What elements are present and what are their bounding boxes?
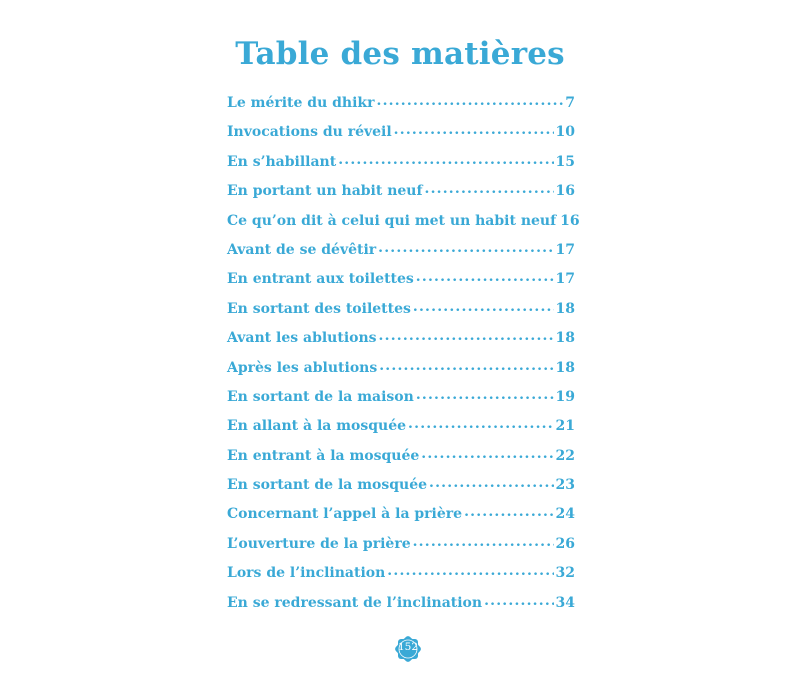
- toc-entry-page: 7: [565, 95, 575, 111]
- toc-entry-page: 32: [555, 565, 575, 582]
- toc-entry: [227, 563, 575, 592]
- toc-entry-page: 18: [555, 330, 575, 347]
- toc-dot-leader: [379, 358, 553, 372]
- toc-entry: [227, 122, 575, 151]
- toc-entry: [227, 387, 575, 416]
- table-of-contents: [227, 93, 580, 622]
- page-title: Table des matières: [235, 36, 565, 72]
- toc-entry-label: En sortant des toilettes: [227, 300, 411, 317]
- toc-entry-label: Avant de se dévêtir: [227, 241, 377, 258]
- toc-entry: [227, 181, 575, 210]
- toc-entry: [227, 446, 575, 475]
- toc-entry-page: 26: [555, 535, 575, 552]
- toc-dot-leader: [484, 593, 553, 607]
- toc-entry-page: 22: [555, 447, 575, 464]
- toc-entry-label: En entrant aux toilettes: [227, 271, 414, 288]
- toc-dot-leader: [421, 446, 553, 460]
- toc-entry: [227, 93, 575, 122]
- toc-entry-label: En allant à la mosquée: [227, 418, 407, 435]
- toc-entry-label: Avant les ablutions: [227, 330, 377, 347]
- toc-entry-label: En se redressant de l’inclination: [227, 594, 483, 611]
- toc-entry-label: Le mérite du dhikr: [227, 95, 375, 111]
- toc-entry-label: Lors de l’inclination: [227, 565, 386, 582]
- toc-entry: [227, 299, 575, 328]
- toc-dot-leader: [387, 563, 553, 577]
- toc-entry-page: 17: [555, 241, 575, 258]
- toc-dot-leader: [413, 534, 554, 548]
- toc-dot-leader: [394, 122, 554, 136]
- toc-entry-page: 18: [555, 359, 575, 376]
- toc-entry-page: 34: [555, 594, 575, 611]
- page-number-badge: [392, 633, 424, 665]
- page-number: 152: [397, 641, 419, 653]
- toc-entry-label: En sortant de la mosquée: [227, 477, 428, 494]
- toc-entry-label: En entrant à la mosquée: [227, 447, 420, 464]
- toc-entry-page: 15: [555, 153, 575, 170]
- toc-entry: [227, 211, 580, 240]
- toc-entry: [227, 328, 575, 357]
- toc-entry: [227, 358, 575, 387]
- toc-entry-label: En sortant de la maison: [227, 388, 414, 405]
- toc-dot-leader: [416, 269, 554, 283]
- toc-entry-page: 18: [555, 300, 575, 317]
- toc-entry-page: 19: [555, 388, 575, 405]
- toc-entry-label: Invocations du réveil: [227, 124, 392, 141]
- toc-entry-label: Ce qu’on dit à celui qui met un habit neuf: [227, 212, 557, 229]
- toc-entry: [227, 240, 575, 269]
- toc-dot-leader: [413, 299, 554, 313]
- toc-entry-page: 23: [555, 477, 575, 494]
- toc-dot-leader: [408, 416, 553, 430]
- toc-dot-leader: [425, 181, 554, 195]
- toc-dot-leader: [377, 93, 564, 107]
- toc-entry-label: En s’habillant: [227, 153, 337, 170]
- toc-entry-page: 17: [555, 271, 575, 288]
- toc-entry-label: L’ouverture de la prière: [227, 535, 411, 552]
- toc-dot-leader: [379, 328, 554, 342]
- toc-dot-leader: [429, 475, 553, 489]
- toc-dot-leader: [378, 240, 553, 254]
- toc-entry: [227, 269, 575, 298]
- toc-dot-leader: [338, 152, 553, 166]
- toc-entry-page: 16: [555, 183, 575, 200]
- toc-entry: [227, 534, 575, 563]
- toc-entry-page: 10: [555, 124, 575, 141]
- toc-entry: [227, 416, 575, 445]
- toc-entry: [227, 475, 575, 504]
- toc-entry-page: 24: [555, 506, 575, 523]
- toc-entry-label: Après les ablutions: [227, 359, 378, 376]
- toc-entry: [227, 504, 575, 533]
- toc-dot-leader: [464, 504, 553, 518]
- toc-entry: [227, 593, 575, 622]
- toc-dot-leader: [416, 387, 554, 401]
- toc-entry-label: Concernant l’appel à la prière: [227, 506, 463, 523]
- toc-entry-label: En portant un habit neuf: [227, 183, 423, 200]
- toc-entry-page: 21: [555, 418, 575, 435]
- toc-entry: [227, 152, 575, 181]
- toc-entry-page: 16: [560, 212, 580, 229]
